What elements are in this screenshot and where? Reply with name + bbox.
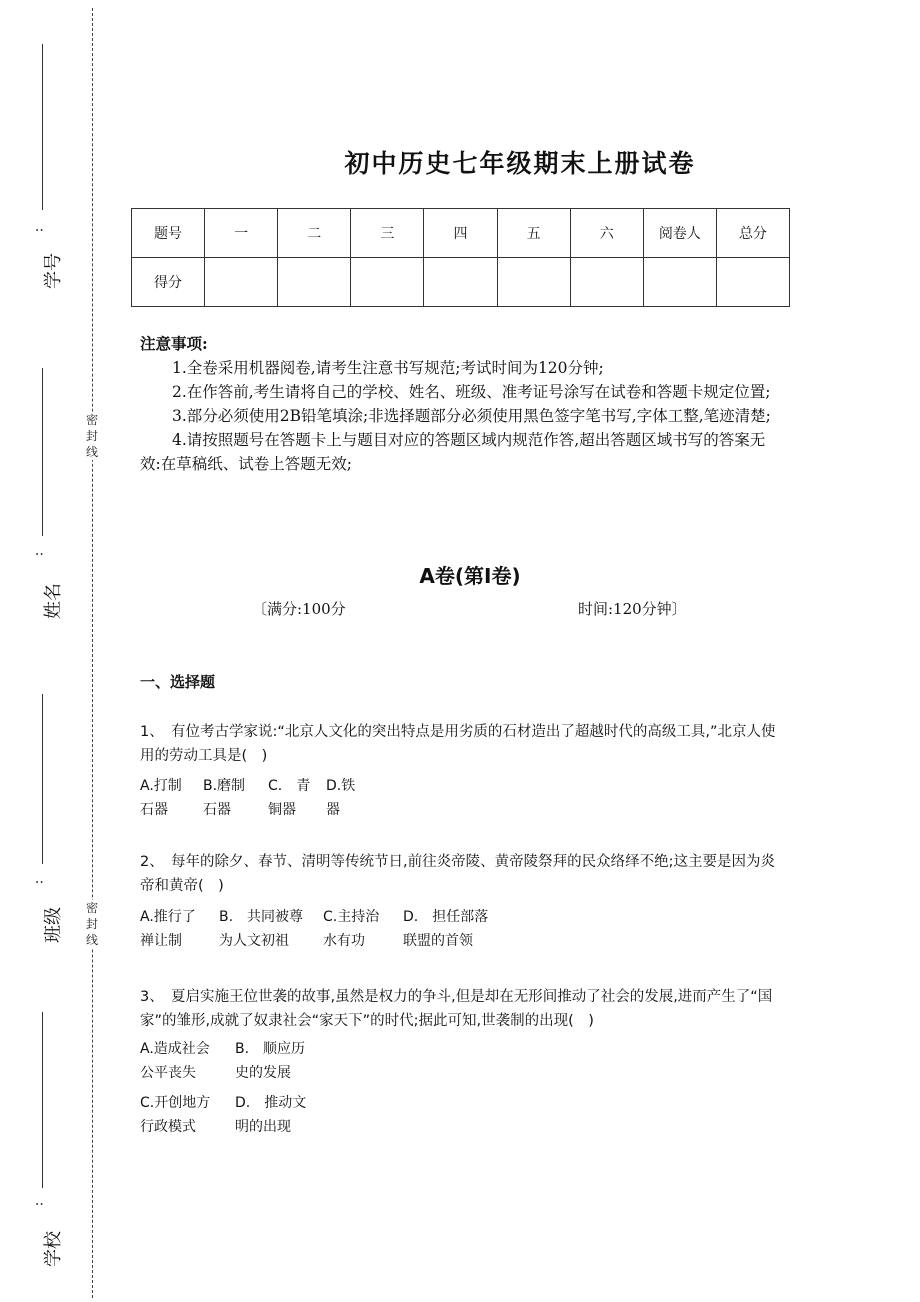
score-cell[interactable] bbox=[497, 258, 570, 307]
option-line: B.磨制 bbox=[203, 778, 246, 794]
class-label: 班级 bbox=[43, 907, 64, 943]
option-line: A.打制 bbox=[140, 778, 182, 794]
school-label: 学校 bbox=[43, 1231, 64, 1267]
option-line: A.造成社会 bbox=[140, 1041, 210, 1057]
header-cell: 题号 bbox=[132, 209, 205, 258]
school-colon: : bbox=[30, 1201, 47, 1207]
option-line: 石器 bbox=[140, 802, 168, 818]
notice-item: 1.全卷采用机器阅卷,请考生注意书写规范;考试时间为120分钟; bbox=[172, 359, 604, 377]
score-row-label: 得分 bbox=[132, 258, 205, 307]
option-line: C. 青 bbox=[268, 778, 311, 794]
score-cell[interactable] bbox=[278, 258, 351, 307]
option-line: 器 bbox=[326, 802, 340, 818]
option-d[interactable] bbox=[235, 1091, 335, 1139]
question-3-text: 3、 夏启实施王位世袭的故事,虽然是权力的争斗,但是却在无形间推动了社会的发展,进而产生了“国家”的雏形,成就了奴隶社会“家天下”的时代;据此可知,世袭制的出现( ) bbox=[140, 989, 773, 1029]
question-1-options bbox=[140, 774, 376, 822]
score-cell[interactable] bbox=[351, 258, 424, 307]
header-cell: 三 bbox=[351, 209, 424, 258]
option-line: D. 担任部落 bbox=[403, 909, 489, 925]
notice-item: 3.部分必须使用2B铅笔填涂;非选择题部分必须使用黑色签字笔书写,字体工整,笔迹清楚; bbox=[172, 407, 771, 425]
score-cell[interactable] bbox=[643, 258, 716, 307]
question-1-text: 1、 有位考古学家说:“北京人文化的突出特点是用劣质的石材造出了超越时代的高级工具,”北京人使用的劳动工具是( ) bbox=[140, 724, 776, 764]
option-b[interactable] bbox=[235, 1037, 335, 1085]
exam-title: 初中历史七年级期末上册试卷 bbox=[344, 149, 696, 178]
option-line: 为人文初祖 bbox=[219, 933, 289, 949]
option-a[interactable] bbox=[140, 905, 219, 953]
question-3-options-row-2 bbox=[140, 1091, 335, 1139]
option-b[interactable] bbox=[219, 905, 323, 953]
header-cell: 四 bbox=[424, 209, 497, 258]
class-colon: : bbox=[30, 879, 47, 885]
option-line: 铜器 bbox=[268, 802, 296, 818]
notice-item: 2.在作答前,考生请将自己的学校、姓名、班级、准考证号涂写在试卷和答题卡规定位置; bbox=[172, 383, 771, 401]
section-title: A卷(第I卷) bbox=[419, 564, 521, 588]
question-2-text: 2、 每年的除夕、春节、清明等传统节日,前往炎帝陵、黄帝陵祭拜的民众络绎不绝;这主要是因为炎帝和黄帝( ) bbox=[140, 854, 775, 894]
option-line: 禅让制 bbox=[140, 933, 182, 949]
option-line: 公平丧失 bbox=[140, 1065, 196, 1081]
option-a[interactable] bbox=[140, 774, 203, 822]
score-table bbox=[131, 208, 790, 307]
class-line[interactable] bbox=[42, 694, 43, 864]
score-table-header-row bbox=[132, 209, 790, 258]
score-cell[interactable] bbox=[570, 258, 643, 307]
option-d[interactable] bbox=[403, 905, 503, 953]
option-line: B. 顺应历 bbox=[235, 1041, 306, 1057]
notice-item: 4.请按照题号在答题卡上与题目对应的答题区域内规范作答,超出答题区域书写的答案无效:在草稿纸、试卷上答题无效; bbox=[140, 431, 766, 473]
option-a[interactable] bbox=[140, 1037, 235, 1085]
option-line: C.开创地方 bbox=[140, 1095, 211, 1111]
header-cell: 六 bbox=[570, 209, 643, 258]
option-c[interactable] bbox=[140, 1091, 235, 1139]
question-2-options bbox=[140, 905, 503, 953]
name-label: 姓名 bbox=[43, 583, 64, 619]
seal-line-text-top: 密 封 线 bbox=[85, 413, 98, 459]
seal-line-text-bottom: 密 封 线 bbox=[85, 901, 98, 947]
option-line: 石器 bbox=[203, 802, 231, 818]
school-line[interactable] bbox=[42, 1012, 43, 1188]
question-3-options-row-1 bbox=[140, 1037, 335, 1085]
option-line: 联盟的首领 bbox=[403, 933, 473, 949]
name-colon: : bbox=[30, 551, 47, 557]
notice-block bbox=[140, 332, 785, 476]
score-cell[interactable] bbox=[205, 258, 278, 307]
option-line: 行政模式 bbox=[140, 1119, 196, 1135]
header-cell: 总分 bbox=[716, 209, 789, 258]
option-line: D. 推动文 bbox=[235, 1095, 307, 1111]
option-line: A.推行了 bbox=[140, 909, 196, 925]
binding-dashed-line bbox=[92, 8, 93, 1298]
header-cell: 二 bbox=[278, 209, 351, 258]
header-cell: 阅卷人 bbox=[643, 209, 716, 258]
option-c[interactable] bbox=[268, 774, 326, 822]
option-line: D.铁 bbox=[326, 778, 356, 794]
student-id-label: 学号 bbox=[43, 253, 64, 289]
student-id-colon: : bbox=[30, 227, 47, 233]
option-line: 史的发展 bbox=[235, 1065, 291, 1081]
option-d[interactable] bbox=[326, 774, 376, 822]
header-cell: 一 bbox=[205, 209, 278, 258]
part-title: 一、选择题 bbox=[140, 673, 216, 691]
option-c[interactable] bbox=[323, 905, 403, 953]
score-table-score-row bbox=[132, 258, 790, 307]
full-score: 〔满分:100分 bbox=[252, 600, 346, 618]
header-cell: 五 bbox=[497, 209, 570, 258]
option-b[interactable] bbox=[203, 774, 268, 822]
name-line[interactable] bbox=[42, 368, 43, 536]
option-line: C.主持治 bbox=[323, 909, 380, 925]
exam-time: 时间:120分钟〕 bbox=[578, 600, 687, 618]
notice-heading: 注意事项: bbox=[140, 334, 208, 353]
score-cell[interactable] bbox=[424, 258, 497, 307]
option-line: B. 共同被尊 bbox=[219, 909, 304, 925]
option-line: 明的出现 bbox=[235, 1119, 291, 1135]
student-id-line[interactable] bbox=[42, 44, 43, 210]
option-line: 水有功 bbox=[323, 933, 365, 949]
score-cell[interactable] bbox=[716, 258, 789, 307]
